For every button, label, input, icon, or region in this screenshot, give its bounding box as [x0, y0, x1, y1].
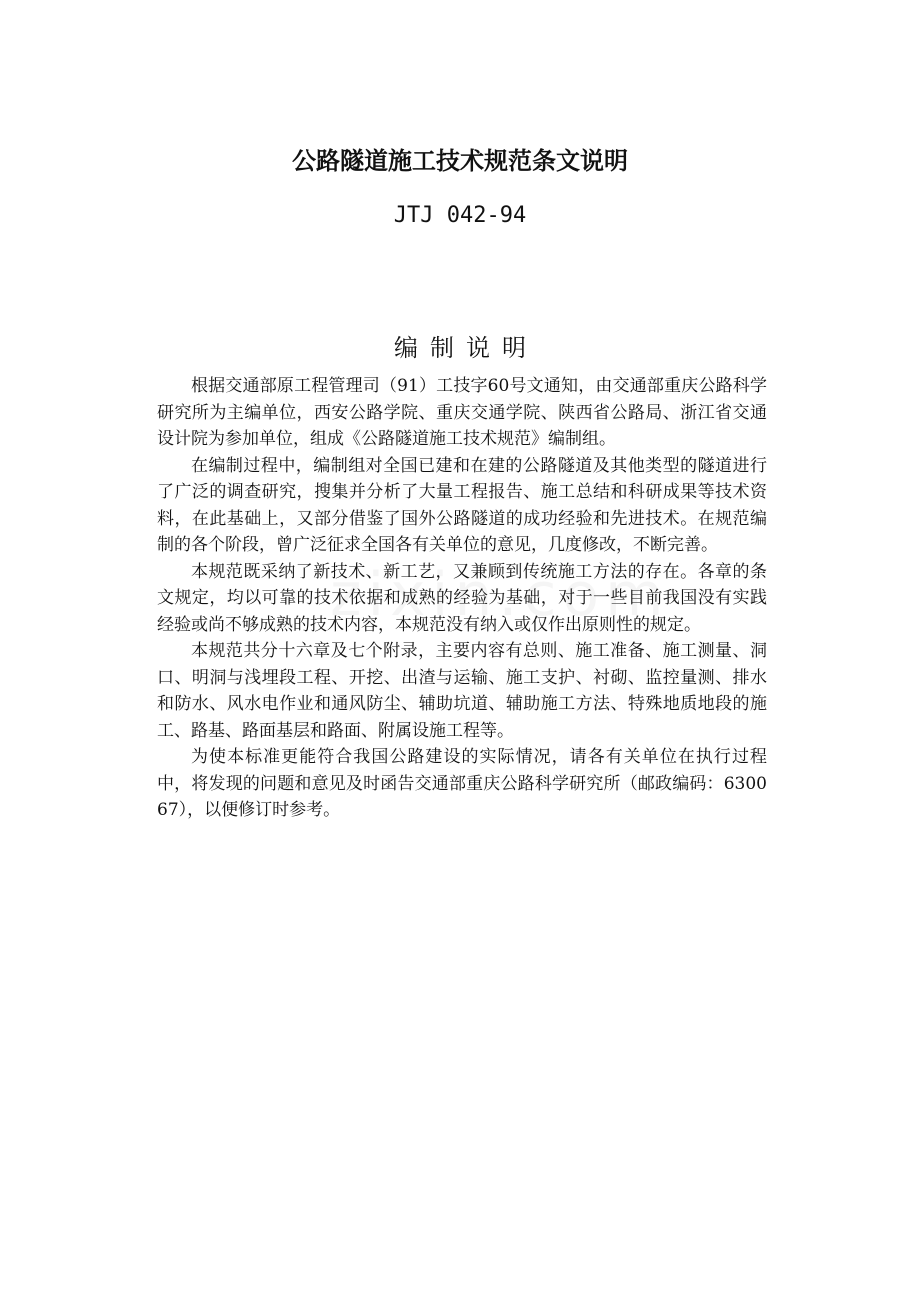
paragraph-5: 为使本标准更能符合我国公路建设的实际情况，请各有关单位在执行过程中，将发现的问题和意见及时函告交通部重庆公路科学研究所（邮政编码：630067），以便修订时参考。: [157, 747, 767, 820]
paragraph-3: 本规范既采纳了新技术、新工艺，又兼顾到传统施工方法的存在。各章的条文规定，均以可靠的技术依据和成熟的经验为基础，对于一些目前我国没有实践经验或尚不够成熟的技术内容，本规范没有纳入或仅作出原则性的规定。: [157, 561, 767, 635]
document-title: 公路隧道施工技术规范条文说明: [292, 147, 628, 175]
section-body: [157, 373, 767, 824]
section-title: 编制说明: [394, 334, 538, 362]
paragraph-2: 在编制过程中，编制组对全国已建和在建的公路隧道及其他类型的隧道进行了广泛的调查研究，搜集并分析了大量工程报告、施工总结和科研成果等技术资料，在此基础上，又部分借鉴了国外公路隧道的成功经验和先进技术。在规范编制的各个阶段，曾广泛征求全国各有关单位的意见，几度修改，不断完善。: [157, 455, 767, 555]
paragraph-1: 根据交通部原工程管理司（91）工技字60号文通知，由交通部重庆公路科学研究所为主编单位，西安公路学院、重庆交通学院、陕西省公路局、浙江省交通设计院为参加单位，组成《公路隧道施工技术规范》编制组。: [157, 376, 767, 449]
standard-code: JTJ 042-94: [393, 203, 527, 228]
paragraph-4: 本规范共分十六章及七个附录，主要内容有总则、施工准备、施工测量、洞口、明洞与浅埋段工程、开挖、出渣与运输、施工支护、衬砌、监控量测、排水和防水、风水电作业和通风防尘、辅助坑道、辅助施工方法、特殊地质地段的施工、路基、路面基层和路面、附属设施工程等。: [157, 641, 767, 741]
